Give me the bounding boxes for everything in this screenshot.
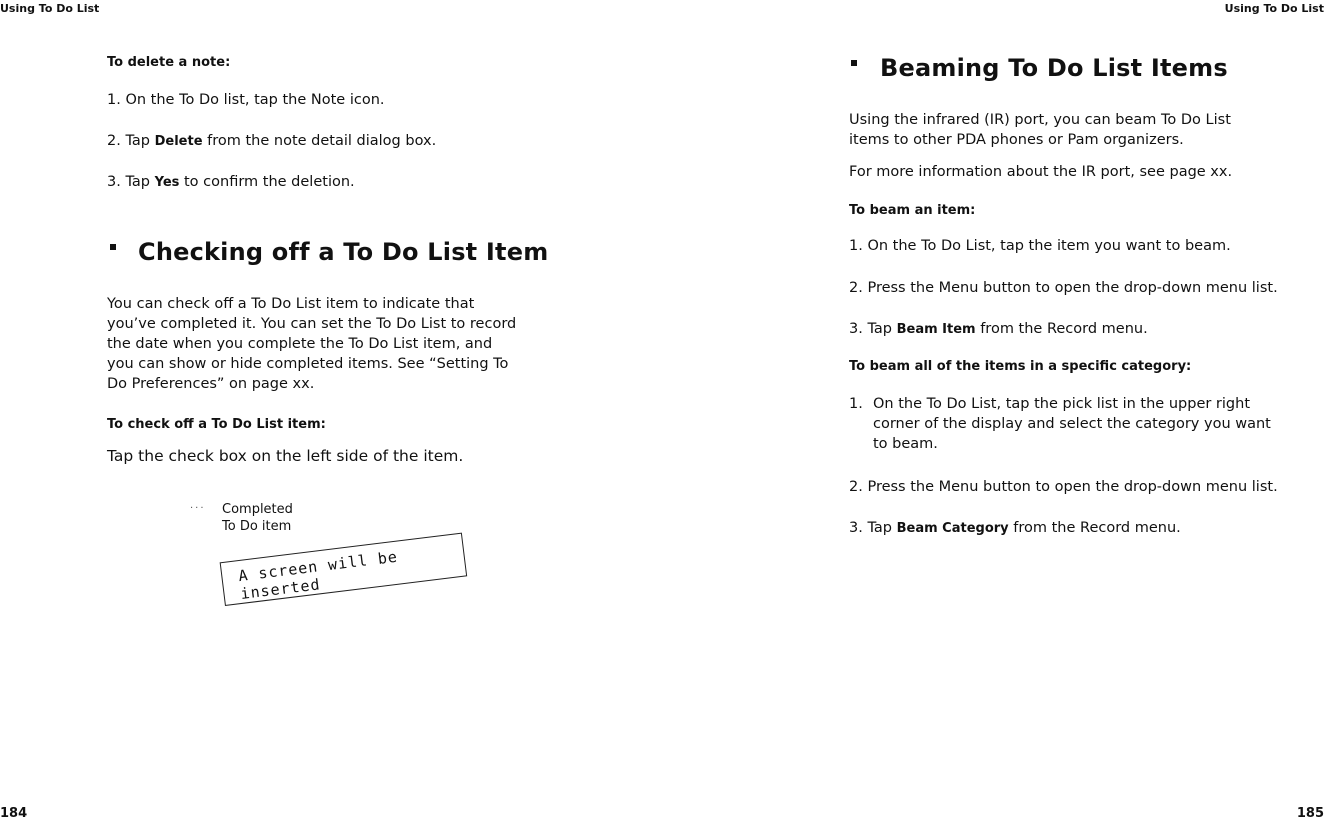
beam-step-3 xyxy=(849,319,1148,340)
step-text-post: from the Record menu. xyxy=(1008,520,1181,536)
intro-line: Do Preferences” on page xx. xyxy=(107,376,315,392)
section-title-right: Beaming To Do List Items xyxy=(880,54,1228,82)
step-text: Press the Menu button to open the drop-down menu list. xyxy=(867,479,1278,495)
step-text-bold: Beam Category xyxy=(896,521,1009,536)
step-number: 3. xyxy=(849,321,863,337)
callout-line-1: Completed xyxy=(222,502,293,517)
step-text-pre: Tap xyxy=(125,174,155,190)
delete-step-3 xyxy=(107,172,355,193)
step-text-bold: Yes xyxy=(154,175,180,190)
step-text: On the To Do List, tap the item you want to beam. xyxy=(867,238,1231,254)
beam-step-2 xyxy=(849,278,1278,298)
intro-line: You can check off a To Do List item to indicate that xyxy=(107,296,475,312)
beam-category-step-1-number: 1. xyxy=(849,396,863,412)
step-number: 2. xyxy=(107,133,121,149)
running-head-left: Using To Do List xyxy=(0,2,100,15)
check-off-heading: To check off a To Do List item: xyxy=(107,417,326,432)
section-bullet-right xyxy=(851,60,857,66)
more-info-text: For more information about the IR port, see page xx. xyxy=(849,164,1233,180)
step-line: corner of the display and select the category you want xyxy=(873,416,1271,432)
step-number: 3. xyxy=(849,520,863,536)
step-text-post: from the note detail dialog box. xyxy=(202,133,437,149)
callout-label xyxy=(222,501,293,535)
intro-line: the date when you complete the To Do List item, and xyxy=(107,336,493,352)
step-text-pre: Tap xyxy=(125,133,155,149)
beam-step-1 xyxy=(849,236,1231,256)
intro-line: Using the infrared (IR) port, you can beam To Do List xyxy=(849,112,1231,128)
beam-category-step-2 xyxy=(849,477,1278,497)
beaming-intro xyxy=(849,110,1319,150)
delete-step-2 xyxy=(107,131,436,152)
step-text-post: from the Record menu. xyxy=(975,321,1148,337)
step-number: 2. xyxy=(849,280,863,296)
callout-leader: ··· xyxy=(190,503,206,514)
intro-line: you’ve completed it. You can set the To Do List to record xyxy=(107,316,517,332)
section-bullet-left xyxy=(110,244,116,250)
step-text-bold: Beam Item xyxy=(896,322,976,337)
screen-placeholder-box xyxy=(220,533,468,606)
step-line: On the To Do List, tap the pick list in the upper right xyxy=(873,396,1250,412)
checking-intro xyxy=(107,294,607,394)
running-head-right: Using To Do List xyxy=(1224,2,1324,15)
beam-category-step-3 xyxy=(849,518,1181,539)
page-number-right: 185 xyxy=(1296,806,1324,821)
step-number: 1. xyxy=(849,238,863,254)
step-text: On the To Do list, tap the Note icon. xyxy=(125,92,385,108)
step-number: 3. xyxy=(107,174,121,190)
step-line: to beam. xyxy=(873,436,938,452)
callout-line-2: To Do item xyxy=(222,519,292,534)
step-text: Press the Menu button to open the drop-down menu list. xyxy=(867,280,1278,296)
step-number: 2. xyxy=(849,479,863,495)
beam-category-heading: To beam all of the items in a specific category: xyxy=(849,359,1192,374)
beam-item-heading: To beam an item: xyxy=(849,203,976,218)
delete-note-heading: To delete a note: xyxy=(107,55,231,70)
section-title-left: Checking off a To Do List Item xyxy=(138,238,549,266)
delete-step-1 xyxy=(107,90,385,110)
step-number: 1. xyxy=(107,92,121,108)
screen-placeholder-text: A screen will be inserted xyxy=(237,547,399,603)
intro-line: you can show or hide completed items. See “Setting To xyxy=(107,356,509,372)
step-text-pre: Tap xyxy=(867,520,897,536)
beam-category-step-1 xyxy=(873,394,1323,454)
page-number-left: 184 xyxy=(0,806,28,821)
check-off-text: Tap the check box on the left side of the item. xyxy=(107,447,464,465)
step-text-pre: Tap xyxy=(867,321,897,337)
step-text-post: to confirm the deletion. xyxy=(179,174,355,190)
intro-line: items to other PDA phones or Pam organizers. xyxy=(849,132,1184,148)
step-text-bold: Delete xyxy=(154,134,203,149)
